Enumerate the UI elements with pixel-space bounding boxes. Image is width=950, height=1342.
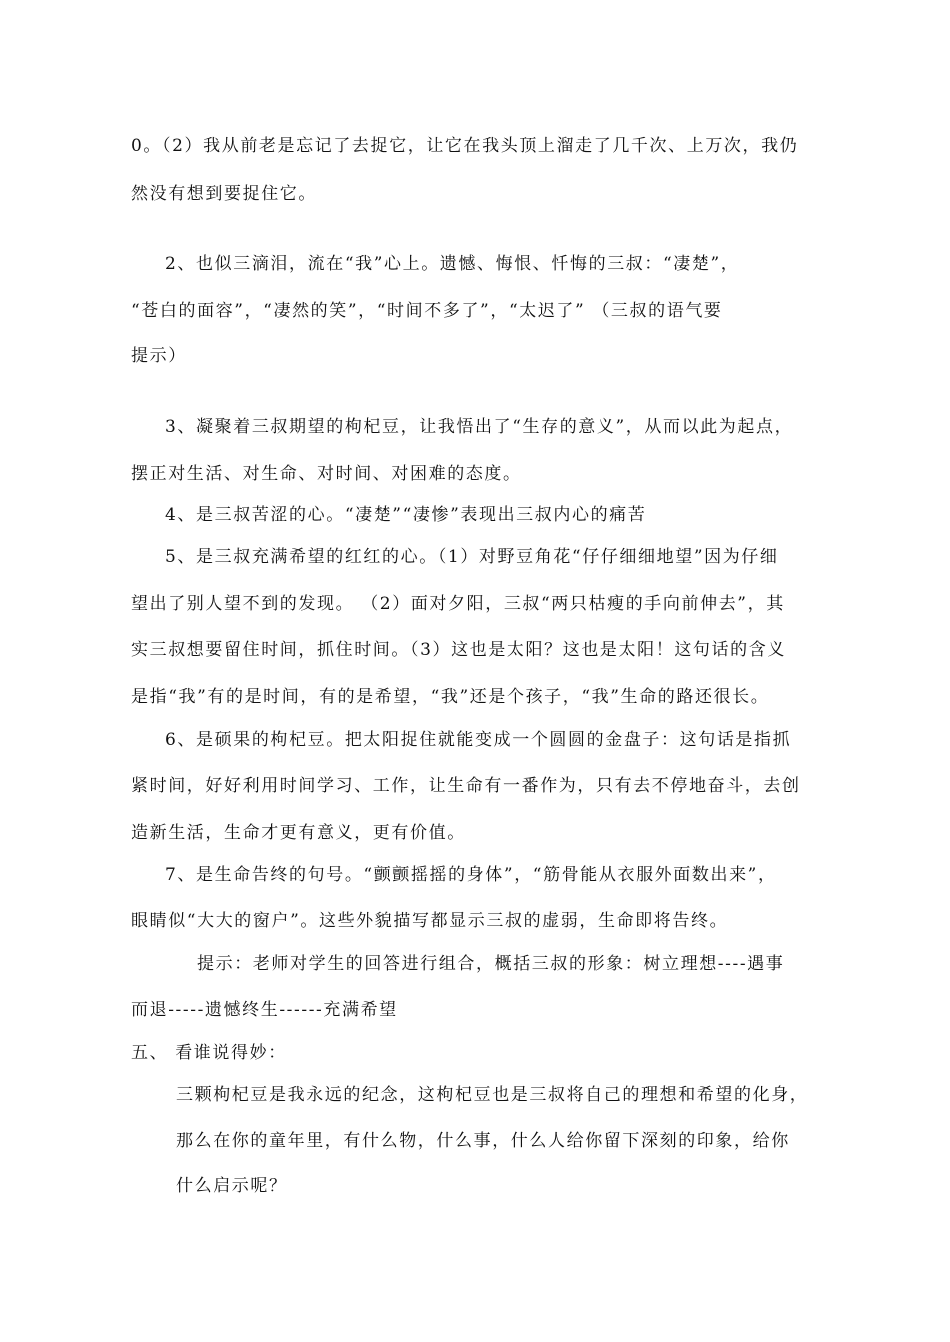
text-line: 5、是三叔充满希望的红红的心。（1）对野豆角花“仔仔细细地望”因为仔细 [165, 547, 779, 567]
question-line: 那么在你的童年里，有什么物，什么事，什么人给你留下深刻的印象，给你 [176, 1131, 790, 1151]
text-line: 是指“我”有的是时间，有的是希望，“我”还是个孩子，“我”生命的路还很长。 [131, 687, 770, 707]
text-line: “苍白的面容”，“凄然的笑”，“时间不多了”，“太迟了” （三叔的语气要 [131, 301, 723, 321]
tip-line: 而退-----遗憾终生------充满希望 [131, 1000, 398, 1020]
question-line: 三颗枸杞豆是我永远的纪念，这枸杞豆也是三叔将自己的理想和希望的化身， [176, 1085, 809, 1105]
text-line: 提示） [131, 346, 187, 366]
text-line: 望出了别人望不到的发现。 （2）面对夕阳，三叔“两只枯瘦的手向前伸去”，其 [131, 594, 785, 614]
question-line: 什么启示呢？ [176, 1176, 288, 1196]
text-line: 3、凝聚着三叔期望的枸杞豆，让我悟出了“生存的意义”，从而以此为起点， [165, 417, 794, 437]
text-line: 实三叔想要留住时间，抓住时间。（3）这也是太阳？这也是太阳！这句话的含义 [131, 640, 786, 660]
text-line: 0。（2）我从前老是忘记了去捉它，让它在我头顶上溜走了几千次、上万次，我仍 [131, 136, 799, 156]
text-line: 紧时间，好好利用时间学习、工作，让生命有一番作为，只有去不停地奋斗，去创 [131, 776, 801, 796]
text-line: 造新生活，生命才更有意义，更有价值。 [131, 823, 466, 843]
text-line: 摆正对生活、对生命、对时间、对困难的态度。 [131, 464, 522, 484]
tip-line: 提示：老师对学生的回答进行组合，概括三叔的形象：树立理想----遇事 [197, 954, 785, 974]
text-line: 4、是三叔苦涩的心。“凄楚”“凄惨”表现出三叔内心的痛苦 [165, 505, 647, 525]
text-line: 2、也似三滴泪，流在“我”心上。遗憾、悔恨、忏悔的三叔：“凄楚”， [165, 254, 740, 274]
text-line: 眼睛似“大大的窗户”。这些外貌描写都显示三叔的虚弱，生命即将告终。 [131, 911, 729, 931]
text-line: 7、是生命告终的句号。“颤颤摇摇的身体”，“筋骨能从衣服外面数出来”， [165, 865, 777, 885]
text-line: 然没有想到要捉住它。 [131, 184, 317, 204]
section-heading: 五、 看谁说得妙： [131, 1043, 287, 1063]
text-line: 6、是硕果的枸杞豆。把太阳捉住就能变成一个圆圆的金盘子：这句话是指抓 [165, 730, 792, 750]
